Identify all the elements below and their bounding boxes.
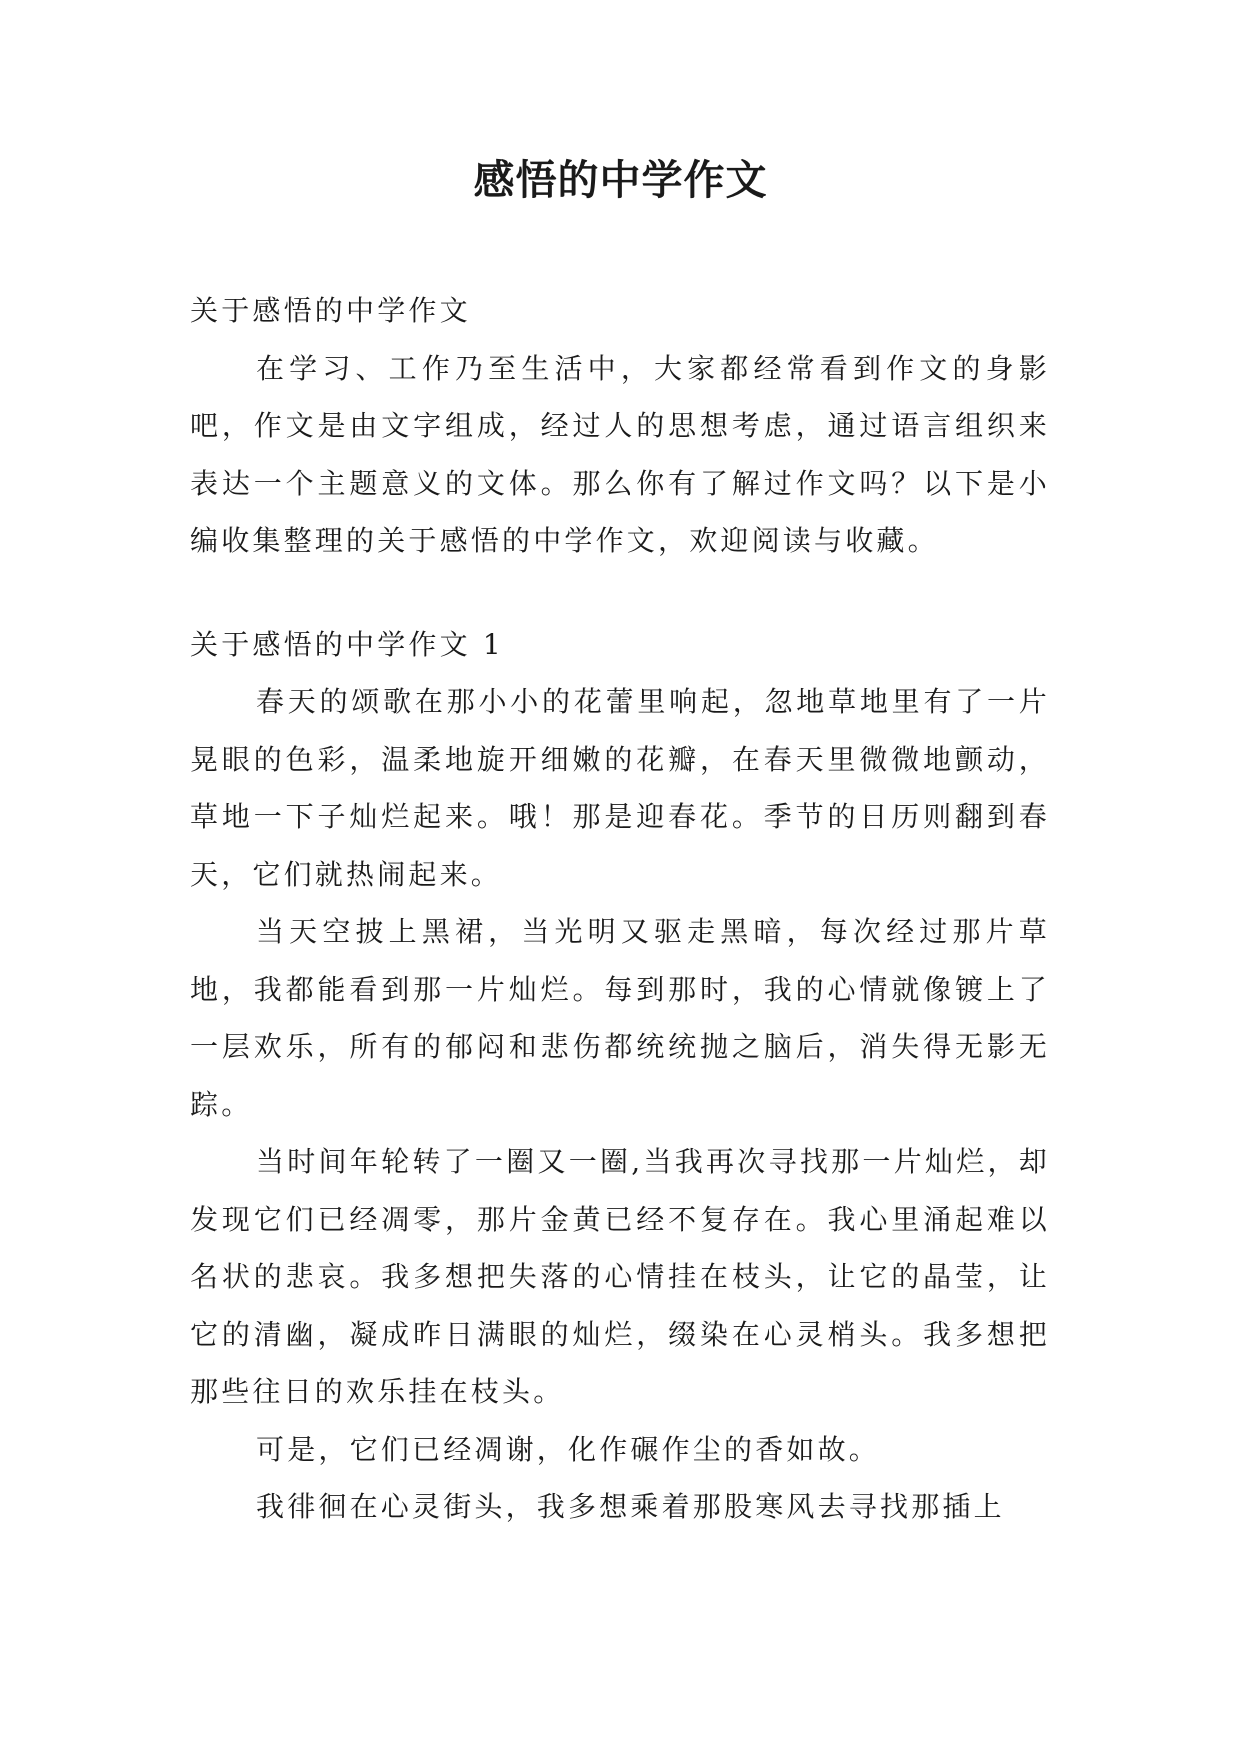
document-title: 感悟的中学作文 <box>473 156 768 204</box>
intro-paragraph: 在学习、工作乃至生活中，大家都经常看到作文的身影吧，作文是由文字组成，经过人的思想考虑，通过语言组织来表达一个主题意义的文体。那么你有了解过作文吗？以下是小编收集整理的关于感悟的中学作文，欢迎阅读与收藏。 <box>190 351 1050 557</box>
essay-paragraph-5: 我徘徊在心灵街头，我多想乘着那股寒风去寻找那插上 <box>256 1490 1005 1523</box>
section-spacer <box>190 570 1050 616</box>
essay-paragraph-2: 当天空披上黑裙，当光明又驱走黑暗，每次经过那片草地，我都能看到那一片灿烂。每到那时，我的心情就像镀上了一层欢乐，所有的郁闷和悲伤都统统抛之脑后，消失得无影无踪。 <box>190 915 1050 1121</box>
essay-paragraph-4: 可是，它们已经凋谢，化作碾作尘的香如故。 <box>256 1432 881 1466</box>
essay-paragraph-3: 当时间年轮转了一圈又一圈,当我再次寻找那一片灿烂，却发现它们已经凋零，那片金黄已经不复存在。我心里涌起难以名状的悲哀。我多想把失落的心情挂在枝头，让它的晶莹，让它的清幽，凝成昨日满眼的灿烂，缀染在心灵梢头。我多想把那些往日的欢乐挂在枝头。 <box>190 1145 1050 1408</box>
document-body <box>190 282 1050 1536</box>
essay-paragraph-1: 春天的颂歌在那小小的花蕾里响起，忽地草地里有了一片晃眼的色彩，温柔地旋开细嫩的花瓣，在春天里微微地颤动，草地一下子灿烂起来。哦！那是迎春花。季节的日历则翻到春天，它们就热闹起来。 <box>190 685 1050 891</box>
essay-heading: 关于感悟的中学作文 1 <box>190 627 504 661</box>
intro-heading: 关于感悟的中学作文 <box>190 294 471 327</box>
